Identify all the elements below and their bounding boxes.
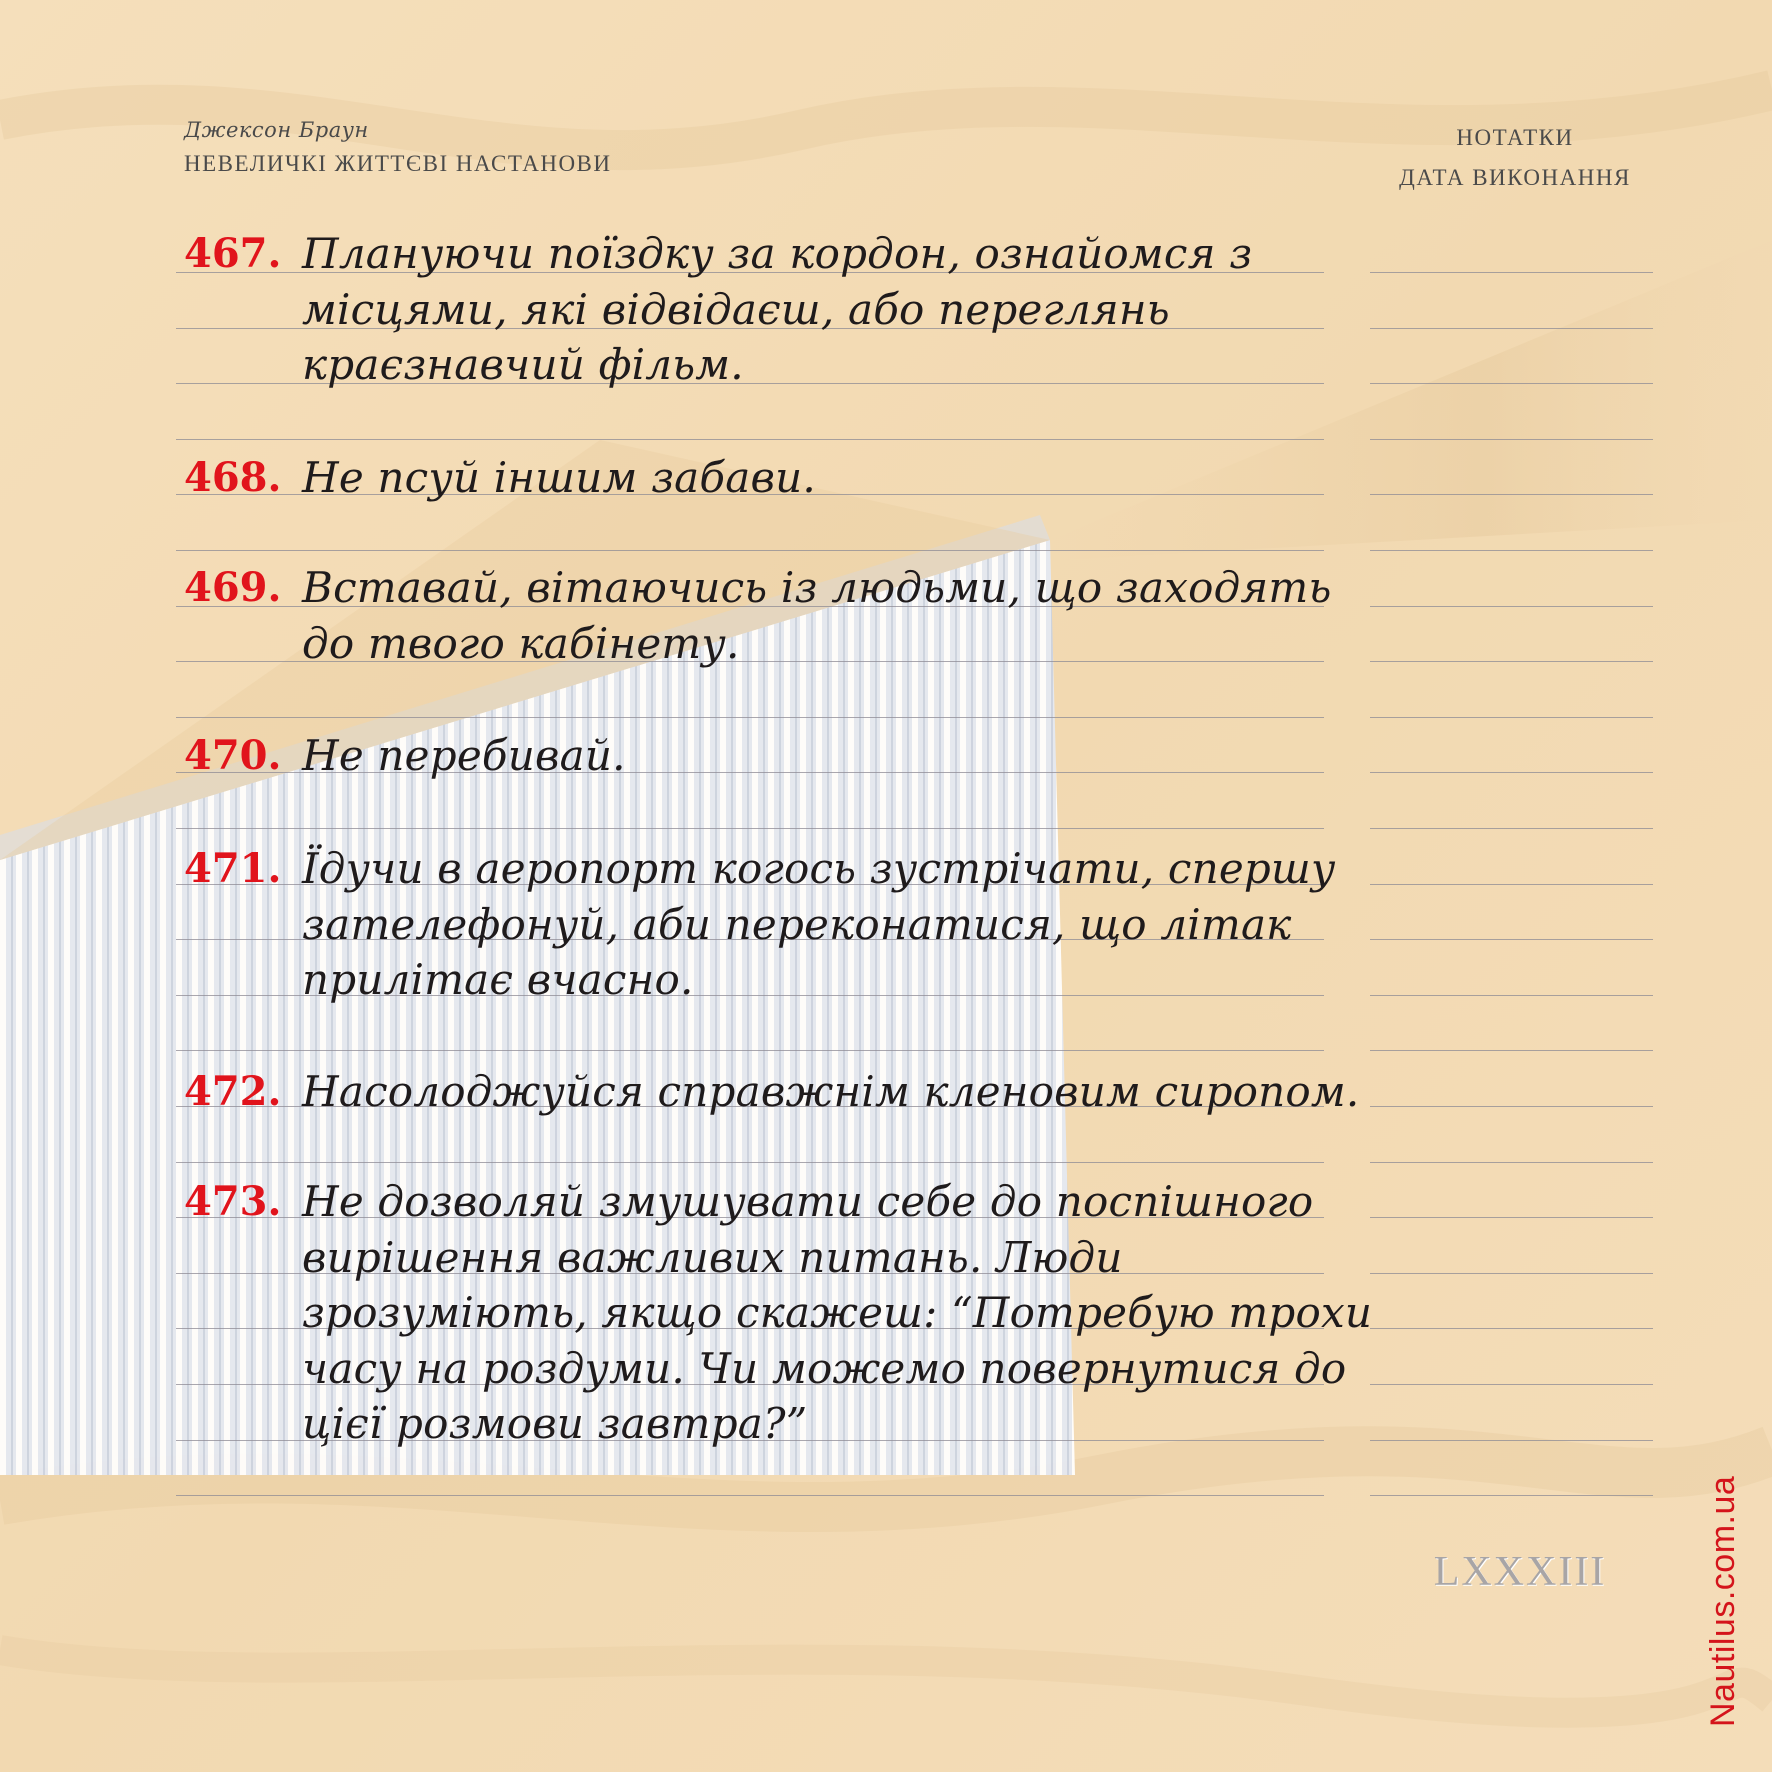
ruled-line-main: [176, 439, 1324, 440]
ruled-line-main: [176, 550, 1324, 551]
notes-column-header: [1380, 118, 1650, 198]
ruled-line-notes: [1370, 717, 1653, 718]
ruled-line-main: [176, 828, 1324, 829]
running-header: [184, 118, 612, 177]
item-number: 467.: [184, 230, 282, 277]
ruled-line-notes: [1370, 1495, 1653, 1496]
item-number: 469.: [184, 564, 282, 611]
item-number: 472.: [184, 1068, 282, 1115]
item-text: Їдучи в аеропорт когось зустрічати, спершу зателефонуй, аби переконатися, що літак прилітає вчасно.: [302, 844, 1336, 1004]
item-number: 471.: [184, 845, 282, 892]
item-text: Насолоджуйся справжнім кленовим сиропом.: [302, 1067, 1360, 1116]
completion-date-label: ДАТА ВИКОНАННЯ: [1399, 165, 1631, 190]
item-text: Не дозволяй змушувати себе до поспішного вирішення важливих питань. Люди зрозуміють, якщо скажеш: “Потребую трохи часу на роздуми. Чи можемо повернутися до цієї розмови завтра?”: [302, 1177, 1373, 1448]
item-number: 470.: [184, 732, 282, 779]
ruled-line-notes: [1370, 1162, 1653, 1163]
item-text: Не перебивай.: [302, 731, 626, 780]
publisher-site-link[interactable]: Nautilus.com.ua: [1704, 1475, 1742, 1727]
item-text: Плануючи поїздку за кордон, ознайомся з місцями, які відвідаєш, або переглянь краєзнавчий фільм.: [302, 229, 1253, 389]
ruled-line-notes: [1370, 1050, 1653, 1051]
ruled-line-main: [176, 1162, 1324, 1163]
ruled-line-main: [176, 1050, 1324, 1051]
notes-label: НОТАТКИ: [1456, 125, 1574, 150]
ruled-line-notes: [1370, 828, 1653, 829]
ruled-line-notes: [1370, 550, 1653, 551]
author-name: Джексон Браун: [184, 118, 369, 142]
ruled-line-main: [176, 717, 1324, 718]
item-number: 468.: [184, 454, 282, 501]
ruled-line-main: [176, 1495, 1324, 1496]
book-title: НЕВЕЛИЧКІ ЖИТТЄВІ НАСТАНОВИ: [184, 151, 612, 176]
page-number: LXXXIII: [1433, 1549, 1607, 1595]
item-text: Не псуй іншим забави.: [302, 453, 816, 502]
item-text: Вставай, вітаючись із людьми, що заходять до твого кабінету.: [302, 563, 1332, 668]
item-number: 473.: [184, 1178, 282, 1225]
ruled-line-notes: [1370, 439, 1653, 440]
